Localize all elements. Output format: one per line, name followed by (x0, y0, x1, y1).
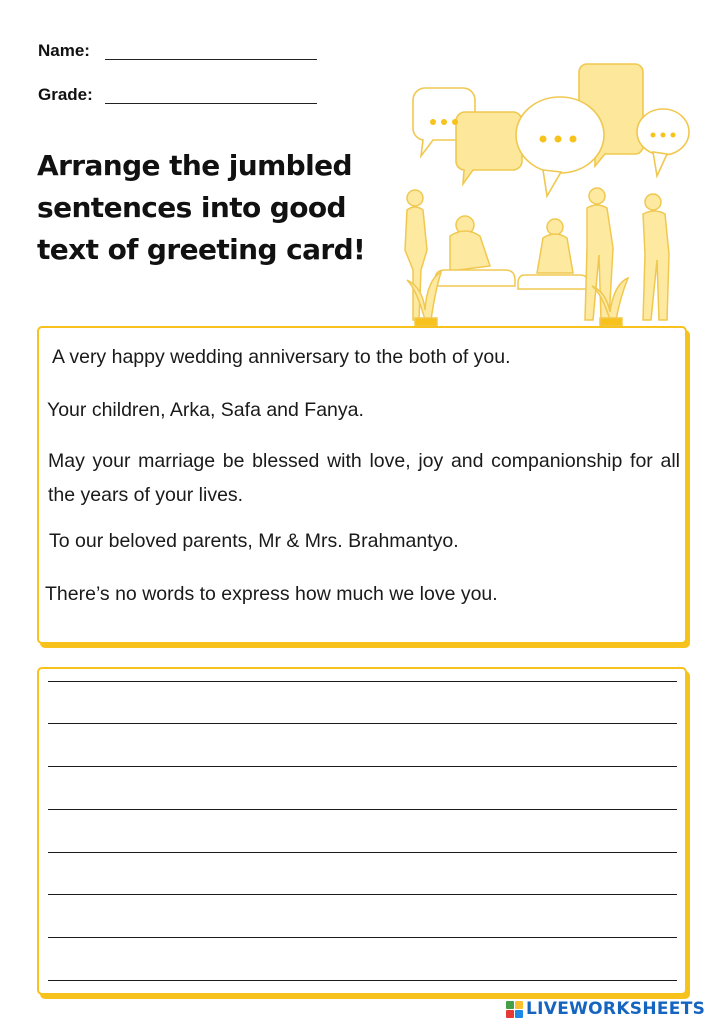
answer-writing-box (37, 667, 687, 995)
sentence-item[interactable]: May your marriage be blessed with love, joy and companionship for all the years of your lives. (48, 450, 680, 506)
grade-label: Grade: (38, 85, 93, 104)
sentence-item[interactable]: There’s no words to express how much we love you. (45, 583, 498, 605)
name-field (38, 41, 90, 61)
answer-line-1[interactable] (48, 681, 677, 682)
grade-input-line[interactable] (105, 103, 317, 104)
answer-line-7[interactable] (48, 937, 677, 938)
answer-line-5[interactable] (48, 852, 677, 853)
name-input-line[interactable] (105, 59, 317, 60)
group-conversation-illustration (395, 60, 700, 330)
sentence-item[interactable]: Your children, Arka, Safa and Fanya. (47, 399, 364, 421)
answer-line-6[interactable] (48, 894, 677, 895)
people-talking-icon (395, 60, 700, 330)
answer-line-3[interactable] (48, 766, 677, 767)
brand-name: LIVEWORKSHEETS (526, 999, 706, 1019)
liveworksheets-icon (506, 1001, 523, 1018)
sentence-item[interactable]: A very happy wedding anniversary to the both of you. (52, 346, 511, 368)
worksheet-title: Arrange the jumbled sentences into good text of greeting card! (37, 149, 366, 266)
jumbled-sentences-box (37, 326, 687, 644)
name-label: Name: (38, 41, 90, 60)
answer-line-2[interactable] (48, 723, 677, 724)
grade-field (38, 85, 93, 105)
answer-line-8[interactable] (48, 980, 677, 981)
answer-line-4[interactable] (48, 809, 677, 810)
sentence-item[interactable]: To our beloved parents, Mr & Mrs. Brahmantyo. (49, 530, 459, 552)
liveworksheets-logo (506, 997, 705, 1021)
